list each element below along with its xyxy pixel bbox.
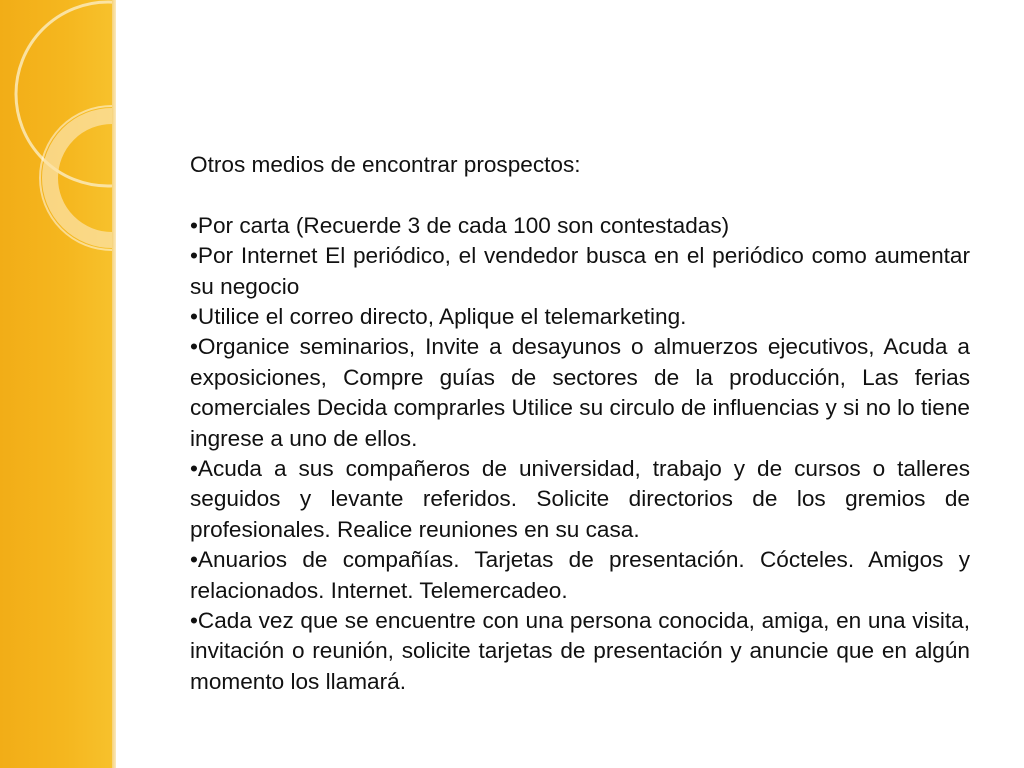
list-item-text: Por carta (Recuerde 3 de cada 100 son contestadas) — [197, 212, 730, 238]
list-item-text: Utilice el correo directo, Aplique el telemarketing. — [197, 304, 687, 330]
list-item — [190, 302, 970, 332]
list-item-text: Cada vez que se encuentre con una persona conocida, amiga, en una visita, invitación o reunión, solicite tarjetas de presentación y anuncie que en algún momento los llamará. — [190, 608, 970, 694]
bullet-marker: • — [190, 304, 198, 330]
decorative-rings — [0, 0, 112, 768]
bullet-list — [190, 211, 970, 698]
list-item-text: Por Internet El periódico, el vendedor busca en el periódico como aumentar su negocio — [190, 243, 970, 299]
bullet-marker: • — [190, 334, 198, 360]
bullet-marker: • — [190, 212, 198, 238]
list-item — [190, 241, 970, 302]
bullet-marker: • — [190, 243, 198, 269]
slide-body — [190, 150, 970, 697]
decorative-ring-large — [16, 2, 112, 186]
list-item — [190, 545, 970, 606]
list-item — [190, 454, 970, 545]
bullet-marker: • — [190, 547, 198, 573]
list-item-text: Anuarios de compañías. Tarjetas de presentación. Cócteles. Amigos y relacionados. Internet. Telemercadeo. — [190, 547, 970, 603]
band-edge — [112, 0, 116, 768]
list-item-text: Organice seminarios, Invite a desayunos o almuerzos ejecutivos, Acuda a exposiciones, Compre guías de sectores de la producción, Las ferias comerciales Decida comprarles Utilice su circulo de influencias y si no lo tiene ingrese a uno de ellos. — [190, 334, 970, 451]
decorative-side-band — [0, 0, 112, 768]
decorative-ring-thick — [50, 116, 112, 240]
bullet-marker: • — [190, 456, 198, 482]
list-item-text: Acuda a sus compañeros de universidad, trabajo y de cursos o talleres seguidos y levante referidos. Solicite directorios de los gremios de profesionales. Realice reuniones en su casa. — [190, 456, 970, 542]
list-item — [190, 332, 970, 454]
list-item — [190, 211, 970, 241]
list-item — [190, 606, 970, 697]
bullet-marker: • — [190, 608, 198, 634]
slide-heading: Otros medios de encontrar prospectos: — [190, 152, 581, 177]
